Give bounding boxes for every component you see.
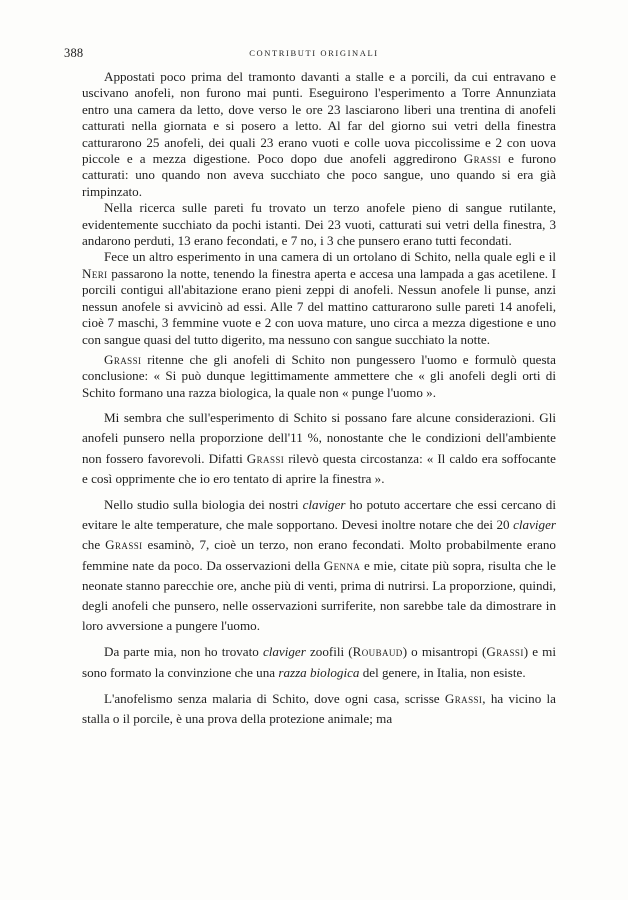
author-name: Grassi <box>104 351 142 367</box>
p7-text-4: ) e mi sono formato la convinzione che una <box>82 644 556 680</box>
p8-text-1: L'anofelismo senza malaria di Schito, dove ogni casa, scrisse <box>104 690 445 706</box>
p8-text-2: , ha vicino la stalla o il porcile, è una prova della protezione animale; ma <box>82 690 556 726</box>
p5-text-2: rilevò questa circostanza: « Il caldo era soffocante e così opprimente che io ero tentato di aprire la finestra ». <box>82 450 556 486</box>
p7-text-3: ) o misantropi ( <box>402 644 487 660</box>
p7-text-1: Da parte mia, non ho trovato <box>104 644 263 660</box>
paragraph-3 <box>82 249 556 347</box>
p6-text-5: e mie, citate più sopra, risulta che le neonate stanno parecchie ore, anche più di venti, prima di nutrirsi. La proporzione, quindi, degli anofeli che punsero, nelle osservazioni surriferite, non sarebbe tale da dimostrare in loro avversione a pungere l'uomo. <box>82 557 556 634</box>
running-title: CONTRIBUTI ORIGINALI <box>249 48 379 58</box>
paragraph-8 <box>82 689 556 729</box>
species-name: claviger <box>513 517 556 533</box>
p5-text-1: Mi sembra che sull'esperimento di Schito si possano fare alcune considerazioni. Gli anofeli punsero nella proporzione dell'11 %, nonostante che le condizioni dell'ambiente non fossero favorevoli. Difatti <box>82 410 556 466</box>
emphasis-term: razza biologica <box>278 664 360 680</box>
p6-text-1: Nello studio sulla biologia dei nostri <box>104 496 303 512</box>
author-name: Roubaud <box>352 644 403 660</box>
author-name: Grassi <box>246 450 285 466</box>
author-name: Grassi <box>444 690 483 706</box>
species-name: claviger <box>262 644 306 660</box>
author-name: Neri <box>82 265 108 281</box>
p4-text-1: ritenne che gli anofeli di Schito non pungessero l'uomo e formulò questa conclusione: « Si può dunque legittimamente ammettere che « gli anofeli degli orti di Schito formano una razza biologica, la quale non « punge l'uomo ». <box>82 351 556 400</box>
paragraph-5 <box>82 408 556 489</box>
author-name: Genna <box>323 557 361 573</box>
p3-text-1: Fece un altro esperimento in una camera di un ortolano di Schito, nella quale egli e il <box>104 249 556 265</box>
p7-text-5: del genere, in Italia, non esiste. <box>359 664 526 680</box>
paragraph-6 <box>82 495 556 636</box>
paragraph-2: Nella ricerca sulle pareti fu trovato un terzo anofele pieno di sangue rutilante, evidentemente succhiato da pochi istanti. Dei 23 vuoti, catturati sui vetri della finestra, 3 andarono perduti, 13 erano fecondati, e 7 no, i 3 che punsero erano tutti fecondati. <box>82 200 556 249</box>
p1-text-2: e furono catturati: uno quando non aveva succhiato che poco sangue, uno quando si era già rimpinzato. <box>82 151 556 199</box>
author-name: Grassi <box>105 537 143 553</box>
p6-text-2: ho potuto accertare che essi cercano di evitare le alte temperature, che male sopportano. Devesi inoltre notare che dei 20 <box>82 496 556 533</box>
p3-text-2: passarono la notte, tenendo la finestra aperta e accesa una lampada a gas acetilene. I porcili contigui all'abitazione erano pieni zeppi di anofeli. Nessun anofele li punse, anzi nessun anofele si avvicinò ad essi. Alle 7 del mattino catturarono sulle pareti 14 anofeli, cioè 7 maschi, 3 femmine vuote e 2 con uova mature, uno circa a mezza digestione e uno con sangue quasi del tutto digerito, ma nessuno con sangue succhiato la notte. <box>82 265 556 347</box>
p6-text-3: che <box>82 537 106 553</box>
page-number: 388 <box>64 46 84 60</box>
species-name: claviger <box>302 496 346 512</box>
paragraph-1 <box>82 69 556 200</box>
p6-text-4: esaminò, 7, cioè un terzo, non erano fecondati. Molto probabilmente erano femmine nate da poco. Da osservazioni della <box>82 537 556 573</box>
paragraph-4 <box>82 352 556 401</box>
author-name: Grassi <box>486 644 524 660</box>
p1-text-1: Appostati poco prima del tramonto davanti a stalle e a porcili, da cui entravano e uscivano anofeli, non furono mai punti. Eseguirono l'esperimento a Torre Annunziata entro una camera da letto, dove verso le ore 23 lasciarono liberi una trentina di anofeli catturati nella giornata e si posero a letto. Al far del giorno sui vetri della finestra catturarono 25 anofeli, dei quali 23 erano vuoti e colle uova piccolissime e 2 con uova piccole e a mezza digestione. Poco dopo due anofeli aggredirono <box>82 69 556 167</box>
author-name: Grassi <box>463 151 502 167</box>
paragraph-7 <box>82 642 556 682</box>
p7-text-2: zoofili ( <box>305 644 353 660</box>
body-text <box>82 69 556 729</box>
